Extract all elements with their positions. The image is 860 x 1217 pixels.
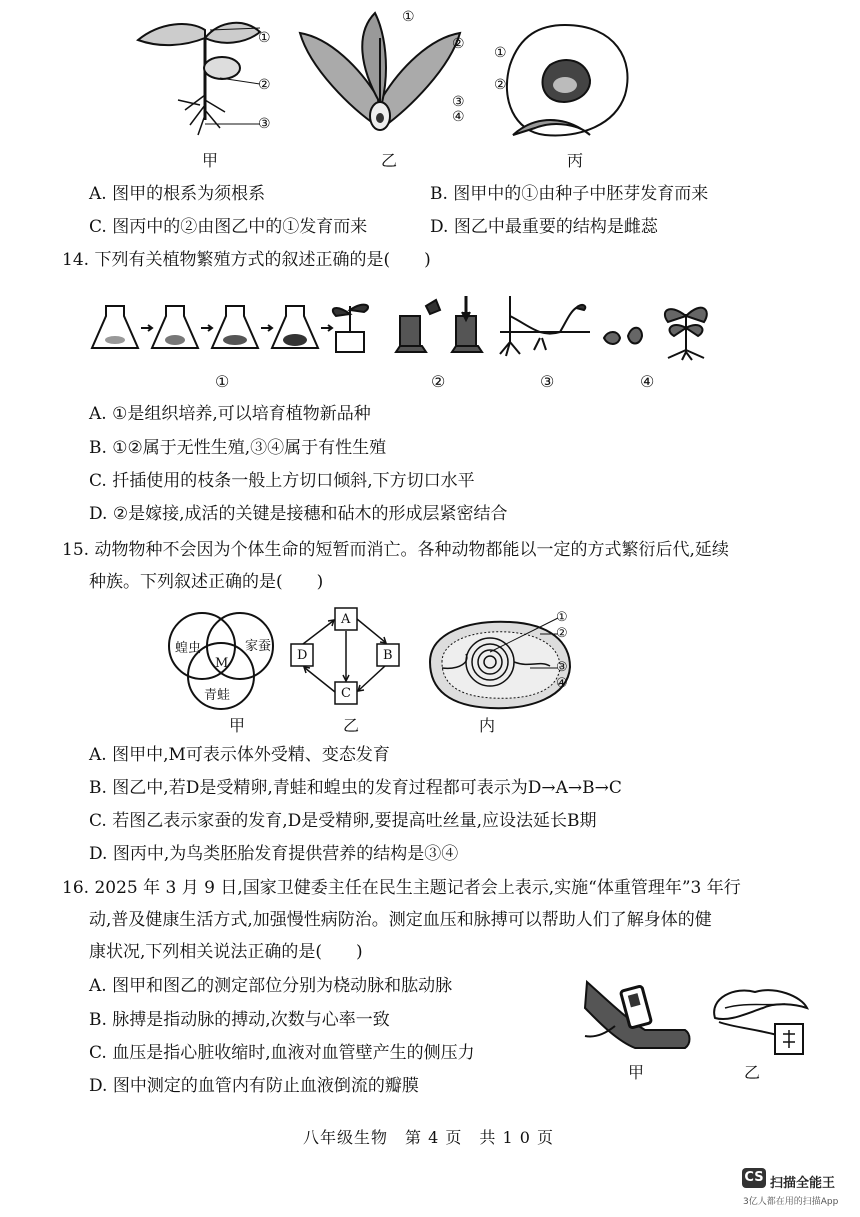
- q13-yi-callout-2: ②: [452, 36, 465, 52]
- q15-egg-c3: ③: [556, 660, 568, 675]
- q15-venn-frog: 青蛙: [204, 688, 231, 703]
- q15-label-yi: 乙: [343, 716, 360, 735]
- q16-stem-line1: 16. 2025 年 3 月 9 日,国家卫健委主任在民生主题记者会上表示,实施“体重管理年”3 年行: [62, 878, 741, 898]
- q13-jia-callout-2: ②: [258, 77, 271, 93]
- q15-venn-m: M: [215, 656, 229, 671]
- q16-stem-line2: 动,普及健康生活方式,加强慢性病防治。测定血压和脉搏可以帮助人们了解身体的健: [89, 910, 712, 930]
- q13-option-d: D. 图乙中最重要的结构是雌蕊: [430, 217, 658, 237]
- q13-option-c: C. 图丙中的②由图乙中的①发育而来: [89, 217, 368, 237]
- q16-label-yi: 乙: [744, 1063, 761, 1082]
- q15-egg-c1: ①: [556, 610, 568, 625]
- q14-stem: 14. 下列有关植物繁殖方式的叙述正确的是( ): [62, 250, 431, 270]
- q14-label-2: ②: [431, 372, 446, 391]
- q15-cycle-b: B: [383, 648, 393, 663]
- q14-option-b: B. ①②属于无性生殖,③④属于有性生殖: [89, 438, 387, 458]
- q13-bing-callout-1: ①: [494, 45, 507, 61]
- q14-label-4: ④: [640, 372, 655, 391]
- q14-option-c: C. 扦插使用的枝条一般上方切口倾斜,下方切口水平: [89, 471, 475, 491]
- q13-option-a: A. 图甲的根系为须根系: [89, 184, 266, 204]
- q15-cycle-a: A: [341, 612, 351, 627]
- q16-figure-blood-pressure: [585, 978, 705, 1058]
- q14-figure-seed-germination: [598, 294, 718, 360]
- q13-yi-callout-1: ①: [402, 9, 415, 25]
- q13-figure-bing: [495, 20, 635, 145]
- q13-label-yi: 乙: [381, 151, 398, 170]
- q14-figure-grafting: [396, 294, 496, 360]
- q14-option-d: D. ②是嫁接,成活的关键是接穗和砧木的形成层紧密结合: [89, 504, 508, 524]
- q13-label-jia: 甲: [202, 151, 219, 170]
- camscanner-name: 扫描全能王: [770, 1176, 836, 1191]
- q15-stem-line1: 15. 动物物种不会因为个体生命的短暂而消亡。各种动物都能以一定的方式繁衍后代,延续: [62, 540, 729, 560]
- q15-option-a: A. 图甲中,M可表示体外受精、变态发育: [89, 745, 390, 765]
- q13-jia-callout-3: ③: [258, 116, 271, 132]
- q15-option-d: D. 图丙中,为鸟类胚胎发育提供营养的结构是③④: [89, 844, 459, 864]
- page-footer: 八年级生物 第 4 页 共 1 0 页: [303, 1128, 554, 1147]
- camscanner-tagline: 3亿人都在用的扫描App: [743, 1197, 839, 1207]
- q15-cycle-c: C: [341, 686, 351, 701]
- q16-figure-pulse: [705, 978, 815, 1058]
- q15-option-b: B. 图乙中,若D是受精卵,青蛙和蝗虫的发育过程都可表示为D→A→B→C: [89, 778, 622, 798]
- q15-label-jia: 甲: [229, 716, 246, 735]
- q15-egg-c2: ②: [556, 626, 568, 641]
- q15-cycle-d: D: [297, 648, 308, 663]
- q16-option-c: C. 血压是指心脏收缩时,血液对血管壁产生的侧压力: [89, 1043, 475, 1063]
- q13-yi-callout-3: ③: [452, 94, 465, 110]
- q13-figure-yi: [290, 8, 470, 138]
- q15-label-bing: 内: [479, 716, 496, 735]
- q16-option-a: A. 图甲和图乙的测定部位分别为桡动脉和肱动脉: [89, 976, 453, 996]
- q16-label-jia: 甲: [628, 1063, 645, 1082]
- q16-stem-line3: 康状况,下列相关说法正确的是( ): [89, 942, 363, 962]
- q15-option-c: C. 若图乙表示家蚕的发育,D是受精卵,要提高吐丝量,应设法延长B期: [89, 811, 597, 831]
- q15-venn-silkworm: 家蚕: [245, 639, 272, 654]
- q15-stem-line2: 种族。下列叙述正确的是( ): [89, 572, 324, 592]
- q14-label-3: ③: [540, 372, 555, 391]
- q15-egg-c4: ④: [556, 676, 568, 691]
- camscanner-logo-icon: CS: [742, 1168, 766, 1188]
- q14-option-a: A. ①是组织培养,可以培育植物新品种: [89, 404, 371, 424]
- q13-jia-callout-1: ①: [258, 30, 271, 46]
- q13-yi-callout-4: ④: [452, 109, 465, 125]
- q13-label-bing: 丙: [567, 151, 584, 170]
- q16-option-d: D. 图中测定的血管内有防止血液倒流的瓣膜: [89, 1076, 419, 1096]
- q16-option-b: B. 脉搏是指动脉的搏动,次数与心率一致: [89, 1010, 390, 1030]
- q14-figure-tissue-culture: [96, 296, 386, 358]
- q13-option-b: B. 图甲中的①由种子中胚芽发育而来: [430, 184, 709, 204]
- q15-venn-locust: 蝗虫: [175, 641, 202, 656]
- q13-bing-callout-2: ②: [494, 77, 507, 93]
- q14-label-1: ①: [215, 372, 230, 391]
- q14-figure-layering: [500, 292, 590, 360]
